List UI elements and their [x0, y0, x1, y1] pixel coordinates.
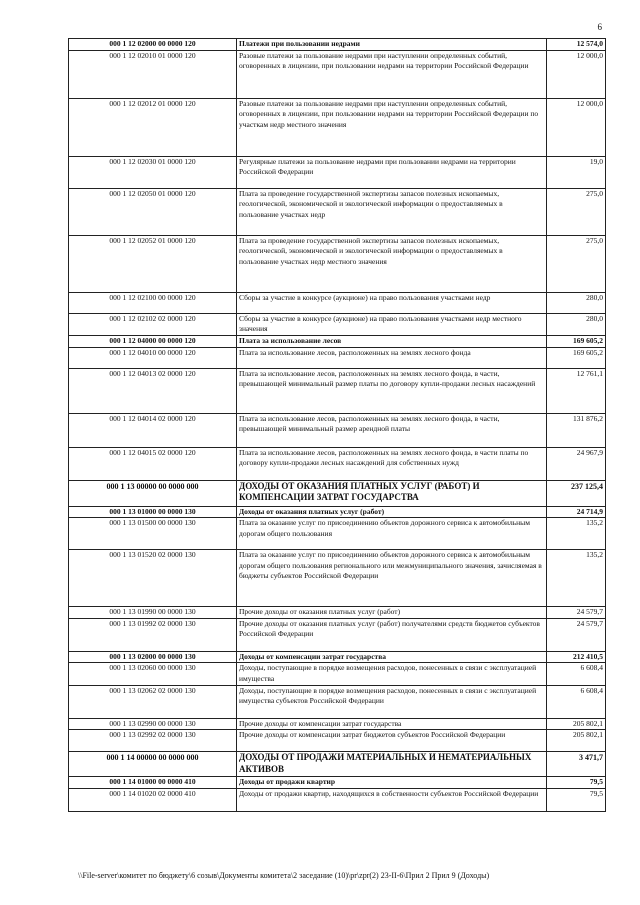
revenue-name-cell: Доходы от компенсации затрат государства: [237, 651, 547, 663]
revenue-name-cell: Разовые платежи за пользование недрами при наступлении определенных событий, оговоренных в лицензии, при пользовании недрами на территории Российской Федерации по участкам недр местного значения: [237, 98, 547, 156]
budget-code-cell: 000 1 12 02050 01 0000 120: [69, 188, 237, 235]
amount-cell: 205 802,1: [547, 730, 606, 752]
budget-code-cell: 000 1 12 02102 02 0000 120: [69, 313, 237, 335]
amount-cell: 3 471,7: [547, 752, 606, 777]
amount-cell: 6 608,4: [547, 685, 606, 718]
table-row: [69, 50, 606, 98]
amount-cell: 12 000,0: [547, 98, 606, 156]
amount-cell: 131 876,2: [547, 413, 606, 447]
table-row: [69, 447, 606, 480]
table-row: [69, 480, 606, 506]
revenue-name-cell: Прочие доходы от оказания платных услуг (работ) получателями средств бюджетов субъектов Российской Федерации: [237, 618, 547, 651]
amount-cell: 6 608,4: [547, 663, 606, 685]
budget-code-cell: 000 1 13 01500 00 0000 130: [69, 518, 237, 550]
revenue-name-cell: ДОХОДЫ ОТ ПРОДАЖИ МАТЕРИАЛЬНЫХ И НЕМАТЕРИАЛЬНЫХ АКТИВОВ: [237, 752, 547, 777]
table-row: [69, 39, 606, 51]
amount-cell: 135,2: [547, 518, 606, 550]
budget-code-cell: 000 1 14 01020 02 0000 410: [69, 789, 237, 812]
amount-cell: 24 579,7: [547, 607, 606, 619]
budget-code-cell: 000 1 12 02012 01 0000 120: [69, 98, 237, 156]
revenue-name-cell: Плата за использование лесов, расположенных на землях лесного фонда, в части, превышающей минимальный размер арендной платы: [237, 413, 547, 447]
revenue-table: [68, 38, 606, 812]
budget-code-cell: 000 1 14 00000 00 0000 000: [69, 752, 237, 777]
revenue-name-cell: Сборы за участие в конкурсе (аукционе) на право пользования участками недр местного значения: [237, 313, 547, 335]
table-row: [69, 777, 606, 789]
table-row: [69, 618, 606, 651]
budget-code-cell: 000 1 12 04015 02 0000 120: [69, 447, 237, 480]
budget-code-cell: 000 1 12 02030 01 0000 120: [69, 156, 237, 188]
budget-code-cell: 000 1 12 02052 01 0000 120: [69, 235, 237, 292]
table-row: [69, 156, 606, 188]
revenue-name-cell: Платежи при пользовании недрами: [237, 39, 547, 51]
table-row: [69, 313, 606, 335]
amount-cell: 205 802,1: [547, 718, 606, 730]
budget-code-cell: 000 1 13 00000 00 0000 000: [69, 480, 237, 506]
table-row: [69, 235, 606, 292]
budget-code-cell: 000 1 12 02010 01 0000 120: [69, 50, 237, 98]
budget-code-cell: 000 1 13 01000 00 0000 130: [69, 506, 237, 518]
budget-code-cell: 000 1 12 04000 00 0000 120: [69, 335, 237, 347]
table-row: [69, 550, 606, 607]
amount-cell: 79,5: [547, 777, 606, 789]
table-row: [69, 651, 606, 663]
amount-cell: 12 000,0: [547, 50, 606, 98]
amount-cell: 275,0: [547, 188, 606, 235]
revenue-name-cell: Доходы от оказания платных услуг (работ): [237, 506, 547, 518]
amount-cell: 237 125,4: [547, 480, 606, 506]
revenue-name-cell: Плата за использование лесов, расположенных на землях лесного фонда, в части платы по договору купли-продажи лесных насаждений для собственных нужд: [237, 447, 547, 480]
amount-cell: 212 410,5: [547, 651, 606, 663]
budget-code-cell: 000 1 13 02990 00 0000 130: [69, 718, 237, 730]
amount-cell: 12 761,1: [547, 368, 606, 413]
amount-cell: 79,5: [547, 789, 606, 812]
table-row: [69, 752, 606, 777]
revenue-name-cell: Доходы от продажи квартир, находящихся в собственности субъектов Российской Федерации: [237, 789, 547, 812]
page-number: 6: [597, 22, 602, 32]
revenue-name-cell: Доходы, поступающие в порядке возмещения расходов, понесенных в связи с эксплуатацией имущества субъектов Российской Федерации: [237, 685, 547, 718]
budget-code-cell: 000 1 13 02062 02 0000 130: [69, 685, 237, 718]
table-row: [69, 663, 606, 685]
table-row: [69, 607, 606, 619]
table-row: [69, 518, 606, 550]
revenue-name-cell: Регулярные платежи за пользование недрами при пользовании недрами на территории Российской Федерации: [237, 156, 547, 188]
table-row: [69, 413, 606, 447]
amount-cell: 12 574,0: [547, 39, 606, 51]
table-row: [69, 730, 606, 752]
revenue-name-cell: Доходы от продажи квартир: [237, 777, 547, 789]
budget-code-cell: 000 1 12 04010 00 0000 120: [69, 347, 237, 368]
revenue-name-cell: Плата за проведение государственной экспертизы запасов полезных ископаемых, геологической, экономической и экологической информации о предоставляемых в пользование участках недр местного значения: [237, 235, 547, 292]
budget-code-cell: 000 1 13 02060 00 0000 130: [69, 663, 237, 685]
amount-cell: 19,0: [547, 156, 606, 188]
table-row: [69, 335, 606, 347]
revenue-name-cell: Плата за оказание услуг по присоединению объектов дорожного сервиса к автомобильным дорогам общего пользования: [237, 518, 547, 550]
table-row: [69, 368, 606, 413]
amount-cell: 169 605,2: [547, 347, 606, 368]
budget-code-cell: 000 1 12 02000 00 0000 120: [69, 39, 237, 51]
budget-code-cell: 000 1 14 01000 00 0000 410: [69, 777, 237, 789]
revenue-name-cell: ДОХОДЫ ОТ ОКАЗАНИЯ ПЛАТНЫХ УСЛУГ (РАБОТ) И КОМПЕНСАЦИИ ЗАТРАТ ГОСУДАРСТВА: [237, 480, 547, 506]
file-path-footer: \\File-server\комитет по бюджету\6 созыв\Документы комитета\2 заседание (10)\pr\zpr(2) 23-II-6\Прил 2 Прил 9 (Доходы): [78, 871, 490, 880]
revenue-name-cell: Прочие доходы от оказания платных услуг (работ): [237, 607, 547, 619]
table-row: [69, 292, 606, 313]
amount-cell: 24 579,7: [547, 618, 606, 651]
revenue-table-body: [69, 39, 606, 812]
revenue-name-cell: Плата за использование лесов, расположенных на землях лесного фонда: [237, 347, 547, 368]
budget-code-cell: 000 1 13 01992 02 0000 130: [69, 618, 237, 651]
budget-code-cell: 000 1 13 02992 02 0000 130: [69, 730, 237, 752]
amount-cell: 24 967,9: [547, 447, 606, 480]
revenue-name-cell: Плата за использование лесов, расположенных на землях лесного фонда, в части, превышающей минимальный размер платы по договору купли-продажи лесных насаждений: [237, 368, 547, 413]
table-row: [69, 789, 606, 812]
amount-cell: 275,0: [547, 235, 606, 292]
table-row: [69, 718, 606, 730]
revenue-name-cell: Сборы за участие в конкурсе (аукционе) на право пользования участками недр: [237, 292, 547, 313]
revenue-name-cell: Прочие доходы от компенсации затрат бюджетов субъектов Российской Федерации: [237, 730, 547, 752]
revenue-name-cell: Доходы, поступающие в порядке возмещения расходов, понесенных в связи с эксплуатацией имущества: [237, 663, 547, 685]
budget-code-cell: 000 1 13 01990 00 0000 130: [69, 607, 237, 619]
budget-code-cell: 000 1 13 02000 00 0000 130: [69, 651, 237, 663]
budget-code-cell: 000 1 12 04014 02 0000 120: [69, 413, 237, 447]
table-row: [69, 347, 606, 368]
budget-code-cell: 000 1 12 02100 00 0000 120: [69, 292, 237, 313]
revenue-name-cell: Плата за оказание услуг по присоединению объектов дорожного сервиса к автомобильным дорогам общего пользования регионального или межмуниципального значения, зачисляемая в бюджеты субъектов Российской Федерации: [237, 550, 547, 607]
budget-code-cell: 000 1 12 04013 02 0000 120: [69, 368, 237, 413]
revenue-name-cell: Плата за использование лесов: [237, 335, 547, 347]
table-row: [69, 98, 606, 156]
amount-cell: 169 605,2: [547, 335, 606, 347]
table-row: [69, 188, 606, 235]
revenue-name-cell: Прочие доходы от компенсации затрат государства: [237, 718, 547, 730]
amount-cell: 135,2: [547, 550, 606, 607]
amount-cell: 24 714,9: [547, 506, 606, 518]
amount-cell: 280,0: [547, 313, 606, 335]
table-row: [69, 685, 606, 718]
amount-cell: 280,0: [547, 292, 606, 313]
table-row: [69, 506, 606, 518]
budget-code-cell: 000 1 13 01520 02 0000 130: [69, 550, 237, 607]
revenue-name-cell: Разовые платежи за пользование недрами при наступлении определенных событий, оговоренных в лицензии, при пользовании недрами на территории Российской Федерации: [237, 50, 547, 98]
revenue-name-cell: Плата за проведение государственной экспертизы запасов полезных ископаемых, геологической, экономической и экологической информации о предоставляемых в пользование участках недр: [237, 188, 547, 235]
